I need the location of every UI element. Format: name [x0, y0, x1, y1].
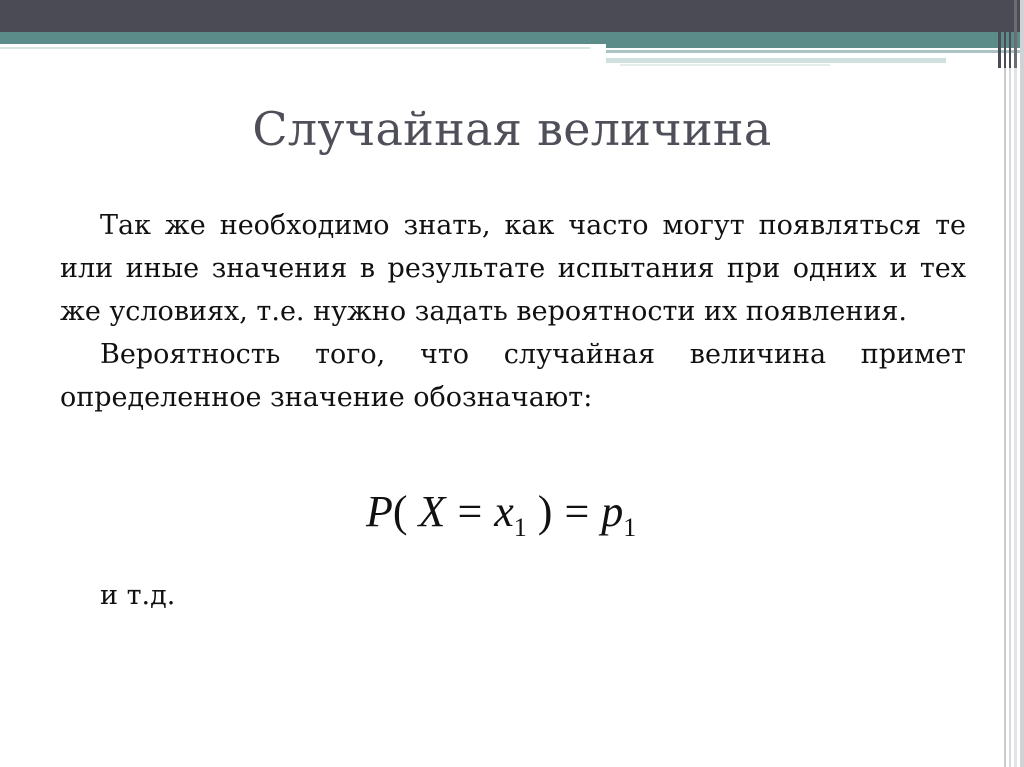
probability-formula [366, 486, 636, 543]
header-band-dark [0, 0, 1024, 32]
paragraph-frequency: Так же необходимо знать, как часто могут появляться те или иные значения в результате испытания при одних и тех же условиях, т.е. нужно задать вероятности их появления. [60, 210, 966, 327]
header-line [606, 58, 946, 63]
edge-stripe [1004, 0, 1006, 68]
formula-close-paren: ) [537, 487, 553, 536]
edge-stripe [998, 0, 1001, 68]
formula-p: P [366, 487, 393, 536]
formula-equals: = [457, 487, 483, 536]
header-band-teal-left [0, 32, 620, 44]
formula-x-var: X [418, 487, 446, 536]
edge-stripe [1014, 0, 1017, 68]
formula-open-paren: ( [392, 487, 408, 536]
closing-text: и т.д. [100, 580, 176, 611]
paragraph-probability: Вероятность того, что случайная величина примет определенное значение обозначают: [60, 339, 966, 413]
slide-body [60, 204, 966, 419]
slide-title: Случайная величина [252, 102, 772, 156]
formula-x-sub: 1 [513, 513, 527, 542]
formula-p-val: p [601, 487, 624, 536]
edge-stripe [1009, 0, 1011, 68]
header-line [620, 64, 830, 66]
header-band-teal-right [606, 32, 1024, 48]
formula-x-val: x [494, 487, 514, 536]
header-line [0, 47, 590, 49]
formula-equals-2: = [564, 487, 590, 536]
formula-p-sub: 1 [623, 513, 637, 542]
header-line [606, 50, 1024, 53]
